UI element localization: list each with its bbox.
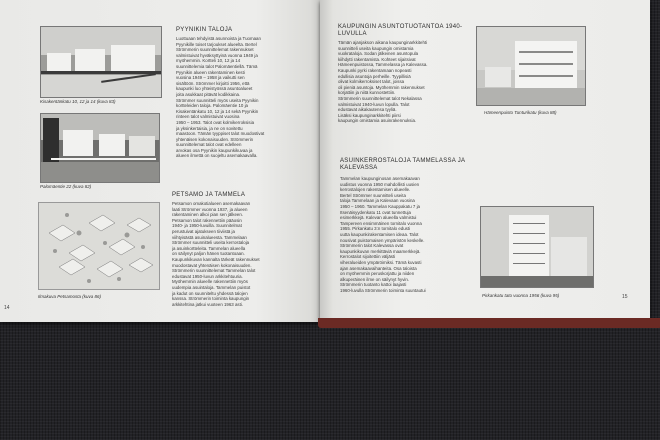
section-body-pyynikki: Luottuaan tehdyistä asunnoista ja Tuomaan Pyynikille toiset tarjoukset alueelta. Bertel Strömmerin suunnittelemat rakennukset valmistuivat hyväksyttyinä vuonna 1949 ja myöhemmin. Kortteli 10, 12 ja 14 suunnittelemia talot Palomäentiellä. Tämä Pyynikin alueen rakentaminen kesti vuosina 1949 – 1958 ja vaikutti sen sisältöön. Strömmer kirjoitti 1956, että kaupunki luo yhteistyössä asuntoalueet joita asukkaat pitävät kodikkaina. Strömmer suunnitteli myös useita Pyynikin kortteleiden taloja. Palomäentie 10 ja Kisakentänkatu 10, 12 ja 14 sekä Pyynikin rinteen talot valmistuivat vuosina 1950 – 1953. Talot ovat kolmikerroksisia ja yksinkertaisia, ja ne on sovitettu maastoon. Tämän tyyppiset talot muodostivat yhtenäisen kokonaisuuden. Strömmerin suunnittelemat talot ovat edelleen arvokas osa Pyynikin kaupunkikuvaa ja alueen ilmettä on suojeltu asemakaavalla.: [176, 36, 265, 159]
photo-apartment-block: [476, 26, 586, 106]
left-page: [0, 0, 320, 322]
sketch-caption: Ilmakuva Petsamosta (kuva 86): [38, 294, 102, 299]
section-heading-pyynikki: PYYNIKIN TALOJA: [176, 27, 233, 33]
sketch-drawing: [39, 203, 159, 289]
section-heading-petsamo: PETSAMO JA TAMMELA: [172, 192, 246, 198]
photo-caption: Kisakentänkatu 10, 12 ja 14 (kuva 83): [40, 99, 116, 104]
photo-caption: Pirkankatu tato vuonna 1956 (kuva 95): [482, 293, 560, 298]
section-body-petsamo: Petsamon omakotialueen asemakaavan laati Strömmer vuonna 1937, ja alueen rakentaminen alkoi pian sen jälkeen. Petsamon talot rakennettiin pääosin 1940- ja 1950-luvuilla. Suunnitelmat perustuivat ajatukseen tiiviistä ja viihtyisästä asuinalueesta. Tammelaan Strömmer suunnitteli useita kerrostaloja ja asuinkortteleita. Tammelan alueella on säilynyt paljon hänen tuotantoaan. Kaupunkikuvan kannalta tärkeät rakennukset muodostavat yhtenäisen kokonaisuuden. Strömmerin suunnittelemat Tammelan talot edustavat 1950-luvun arkkitehtuuria. Myöhemmin alueelle rakennettiin myös uudempia asuintaloja. Tammelan puistot ja kadut on suunniteltu yhdessä talojen kanssa. Strömmerin toiminta kaupungin arkkitehtina jatkui vuoteen 1963 asti.: [172, 201, 260, 307]
aerial-sketch: [38, 202, 160, 290]
page-number-right: 15: [622, 294, 628, 300]
page-number-left: 14: [4, 305, 10, 311]
section-heading-asuntotuotanto: KAUPUNGIN ASUNTOTUOTANTOA 1940-LUVULLA: [338, 24, 463, 37]
photo-houses-fence: [40, 113, 160, 183]
photo-tower-block: [480, 206, 594, 288]
photo-caption: Palomäentie 22 (kuva 82): [40, 184, 92, 189]
photo-row-houses: [40, 26, 162, 98]
photo-caption: Hämeenpuisto Tunturikatu (kuva 88): [484, 110, 557, 115]
right-page: [320, 0, 650, 322]
section-body-tammela-kaleva: Tammelan kaupunginosan asemakaavan uudistus vuonna 1950 mahdollisti uusien kerrostalojen rakentamisen alueelle. Bertel Strömmer suunnitteli useita taloja Tammelaan ja Kalevaan vuosina 1950 – 1960. Tammelan Kauppakatu 7 ja Itsenäisyydenkatu 11 ovat tunnettuja esimerkkejä. Kalevan alueella valmistui Tampereen ensimmäinen tornitalo vuonna 1955. Pirkankatu 3:n tornitalo edusti uutta kaupunkirakentamisen ideaa. Talot nousivat puistomaisen ympäristön keskelle. Strömmerin talot Kalevassa ovat kaupunkikuvan merkittäviä maamerkkejä. Kerrostalot sijoitettiin väljästi viheralueiden ympäröimiksi. Tämä kuvasti ajan asemakaavaihanteita. Osa taloista on myöhemmin peruskorjattu ja niiden alkuperäinen ilme on säilynyt hyvin. Strömmerin tuotanto kattoi laajasti 1960-luvulla Strömmerin toiminta suuntautui: [340, 176, 426, 293]
section-heading-tammela-kaleva: ASUINKERROSTALOJA TAMMELASSA JA KALEVASSA: [340, 158, 466, 171]
book-cover-edge: [318, 318, 660, 328]
section-body-asuntotuotanto: Tämän ajanjakson aikana kaupunginarkkitehti suunnitteli useita kaupungin omistamia vuokrataloja. Sodan jälkeinen asuntopula kiihdytti rakentamista. Kohteet sijaitsivat Hämeenpuistossa, Tammelassa ja Kalevassa. Kaupunki pyrki rakentamaan nopeasti edullisia asuntoja perheille. Tyypillisiä olivat kolmikerroksiset talot, joissa oli pieniä asuntoja. Myöhemmin rakennukset korjattiin ja niitä kunnostettiin. Strömmerin suunnittelemat talot Nekalassa valmistuivat 1940-luvun lopulla. Talot edustavat aikakautensa tyyliä. Lisäksi kaupunginarkkitehti piirsi kaupungin omistamia asuinrakennuksia.: [338, 40, 428, 124]
